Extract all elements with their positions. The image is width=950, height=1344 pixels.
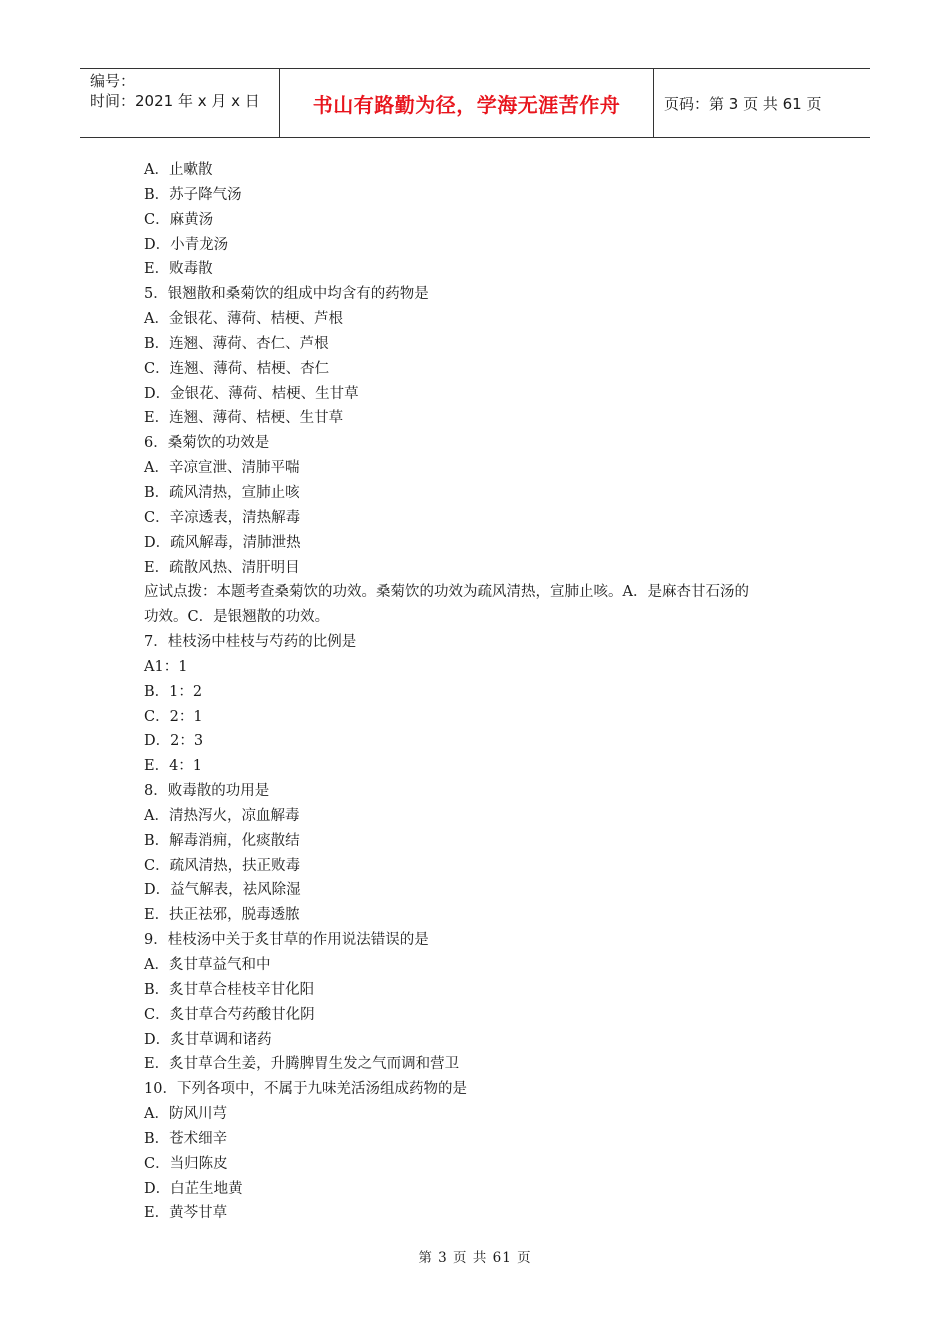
text-line: C．2：1 <box>144 708 203 725</box>
text-line: 9．桂枝汤中关于炙甘草的作用说法错误的是 <box>144 932 429 949</box>
text-line: E．败毒散 <box>144 261 213 278</box>
text-line: A．清热泻火，凉血解毒 <box>144 807 300 824</box>
text-line: E．黄芩甘草 <box>144 1205 228 1222</box>
text-line: 10．下列各项中，不属于九味羌活汤组成药物的是 <box>144 1081 467 1098</box>
text-line: A．金银花、薄荷、桔梗、芦根 <box>144 311 343 328</box>
text-line: D．小青龙汤 <box>144 236 229 253</box>
time-label: 时间：2021 年 x 月 x 日 <box>90 92 260 110</box>
text-line: E．4：1 <box>144 758 203 775</box>
text-line: 功效。C．是银翘散的功效。 <box>144 609 330 626</box>
header-motto: 书山有路勤为径，学海无涯苦作舟 <box>280 69 654 137</box>
number-label: 编号： <box>90 72 136 90</box>
text-line: E．疏散风热、清肝明目 <box>144 559 300 576</box>
text-line: 6．桑菊饮的功效是 <box>144 435 270 452</box>
text-line: D．白芷生地黄 <box>144 1180 243 1197</box>
text-line: D．金银花、薄荷、桔梗、生甘草 <box>144 385 359 402</box>
page-footer: 第 3 页 共 61 页 <box>418 1250 532 1266</box>
text-line: C．连翘、薄荷、桔梗、杏仁 <box>144 360 330 377</box>
text-line: A1：1 <box>144 658 188 675</box>
text-line: C．辛凉透表，清热解毒 <box>144 509 301 526</box>
document-body <box>144 158 824 1226</box>
text-line: 应试点拨：本题考查桑菊饮的功效。桑菊饮的功效为疏风清热，宣肺止咳。A．是麻杏甘石汤的 <box>144 584 749 601</box>
text-line: B．连翘、薄荷、杏仁、芦根 <box>144 335 329 352</box>
text-line: A．炙甘草益气和中 <box>144 957 271 973</box>
text-line: E．连翘、薄荷、桔梗、生甘草 <box>144 410 344 427</box>
text-line: 8．败毒散的功用是 <box>144 783 270 800</box>
page-header <box>80 68 870 138</box>
text-line: B．1：2 <box>144 683 203 700</box>
text-line: C．炙甘草合芍药酸甘化阴 <box>144 1006 315 1023</box>
text-line: D．益气解表，祛风除湿 <box>144 882 301 899</box>
text-line: D．疏风解毒，清肺泄热 <box>144 534 301 551</box>
text-line: B．炙甘草合桂枝辛甘化阳 <box>144 981 315 998</box>
text-line: A．止嗽散 <box>144 162 213 178</box>
text-line: C．疏风清热，扶正败毒 <box>144 857 301 874</box>
text-line: D．炙甘草调和诸药 <box>144 1031 272 1048</box>
text-line: C．当归陈皮 <box>144 1155 228 1172</box>
header-meta <box>80 69 280 137</box>
text-line: E．扶正祛邪，脱毒透脓 <box>144 907 300 924</box>
text-line: E．炙甘草合生姜，升腾脾胃生发之气而调和营卫 <box>144 1056 460 1073</box>
text-line: C．麻黄汤 <box>144 211 214 228</box>
text-line: A．辛凉宣泄、清肺平喘 <box>144 460 300 477</box>
text-line: 7．桂枝汤中桂枝与芍药的比例是 <box>144 634 357 651</box>
text-line: B．解毒消痈，化痰散结 <box>144 832 300 849</box>
text-line: D．2：3 <box>144 733 204 750</box>
text-line: B．苏子降气汤 <box>144 186 242 203</box>
text-line: 5．银翘散和桑菊饮的组成中均含有的药物是 <box>144 286 429 303</box>
text-line: B．疏风清热，宣肺止咳 <box>144 484 300 501</box>
text-line: B．苍术细辛 <box>144 1130 228 1147</box>
header-page-info: 页码：第 3 页 共 61 页 <box>664 94 822 113</box>
text-line: A．防风川芎 <box>144 1106 227 1123</box>
